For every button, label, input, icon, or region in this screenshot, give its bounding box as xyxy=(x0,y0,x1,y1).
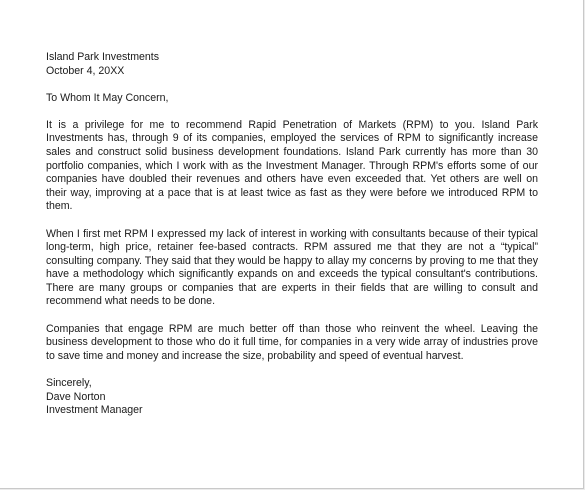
signer-title: Investment Manager xyxy=(46,404,143,417)
letter-date: October 4, 20XX xyxy=(46,64,125,77)
body-paragraph-2: When I first met RPM I expressed my lack of interest in working with consultants because of their typical long-term, high price, retainer fee-based contracts. RPM assured me that they are not a “typical” consulting company. They said that they would be happy to allay my concerns by proving to me that they have a methodology which significantly expands on and exceeds the typical consultant's contributions. There are many groups or companies that are experts in their fields that are willing to consult and recommend what needs to be done. xyxy=(46,227,538,308)
closing: Sincerely, xyxy=(46,377,92,390)
recommendation-letter xyxy=(46,51,538,418)
sender-name: Island Park Investments xyxy=(46,51,160,63)
signer-name: Dave Norton xyxy=(46,390,106,403)
body-paragraph-3: Companies that engage RPM are much better off than those who reinvent the wheel. Leaving the business development to those who do it full time, for companies in a very wide array of industries prove to save time and money and increase the size, probability and speed of eventual harvest. xyxy=(46,322,538,362)
salutation: To Whom It May Concern, xyxy=(46,91,169,104)
body-paragraph-1: It is a privilege for me to recommend Rapid Penetration of Markets (RPM) to you. Island Park Investments has, through 9 of its companies, employed the services of RPM to significantly increase sales and construct solid business development foundations. Island Park currently has more than 30 portfolio companies, which I work with as the Investment Manager. Through RPM's efforts some of our companies have doubled their revenues and others have even exceeded that. Yet others are well on their way, improving at a pace that is at least twice as fast as they were before we introduced RPM to them. xyxy=(46,118,538,213)
